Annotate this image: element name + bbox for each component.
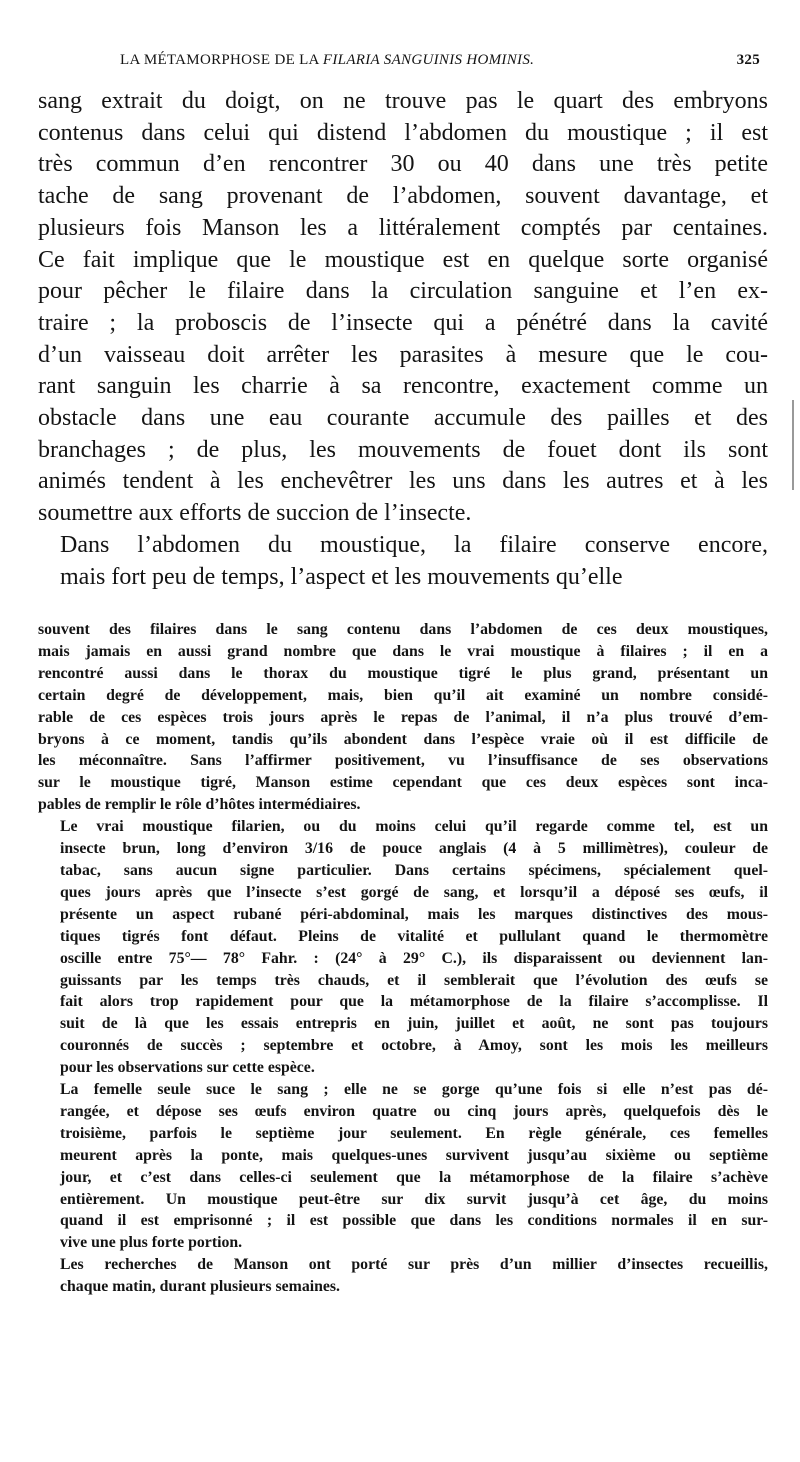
footnote-line: insecte brun, long d’environ 3/16 de pouce anglais (4 à 5 millimètres), couleur de [60,840,768,858]
main-text-line: soumettre aux efforts de succion de l’insecte. [38,500,472,527]
running-title-italic: FILARIA SANGUINIS HOMINIS. [322,52,535,68]
footnote-line: présente un aspect rubané péri-abdominal, mais les marques distinctives des mous- [60,905,768,923]
footnote-line: chaque matin, durant plusieurs semaines. [60,1278,340,1296]
main-text-line: d’un vaisseau doit arrêter les parasites à mesure que le cou- [38,341,768,368]
footnote-paragraph [38,619,768,816]
footnote-line: sur le moustique tigré, Manson estime cependant que ces deux espèces sont inca- [38,774,768,792]
main-text-paragraph [38,86,768,530]
footnote-line: entièrement. Un moustique peut-être sur dix survit jusqu’à cet âge, du moins [60,1190,768,1208]
main-text-line: obstacle dans une eau courante accumule des pailles et des [38,405,768,432]
footnote-line: guissants par les temps très chauds, et il semblerait que l’évolution des œufs se [60,971,768,989]
footnote-line: certain degré de développement, mais, bien qu’il ait examiné un nombre considé- [38,686,768,704]
main-text-line: sang extrait du doigt, on ne trouve pas le quart des embryons [38,88,768,114]
footnote-line: oscille entre 75°— 78° Fahr. : (24° à 29° C.), ils disparaissent ou deviennent lan- [60,949,768,967]
footnote-paragraph [38,816,768,1079]
footnote-line: rable de ces espèces trois jours après le repas de l’animal, il n’a plus trouvé d’em- [38,708,768,726]
main-text-paragraph [38,530,768,593]
footnote-line: rangée, et dépose ses œufs environ quatre ou cinq jours après, quelquefois dès le [60,1102,768,1120]
footnote [38,619,768,1298]
footnote-line: les méconnaître. Sans l’affirmer positivement, vu l’insuffisance de ses observations [38,752,768,770]
footnote-line: Le vrai moustique filarien, ou du moins celui qu’il regarde comme tel, est un [60,818,768,836]
main-text-line: Dans l’abdomen du moustique, la filaire conserve encore, [60,531,768,558]
footnote-line: tabac, sans aucun signe particulier. Dans certains spécimens, spécialement quel- [60,861,768,879]
footnote-line: rencontré aussi dans le thorax du moustique tigré le plus grand, présentant un [38,664,768,682]
footnote-line: vive une plus forte portion. [60,1234,243,1252]
main-text-line: contenus dans celui qui distend l’abdomen du moustique ; il est [38,119,768,146]
footnote-line: jour, et c’est dans celles-ci seulement que la métamorphose de la filaire s’achève [60,1168,768,1186]
main-text-line: rant sanguin les charrie à sa rencontre, exactement comme un [38,373,768,400]
footnote-paragraph [38,1254,768,1298]
main-text-line: plusieurs fois Manson les a littéralement comptés par centaines. [38,214,768,241]
footnote-line: souvent des filaires dans le sang contenu dans l’abdomen de ces deux moustiques, [38,621,768,638]
main-text [38,86,768,593]
footnote-line: La femelle seule suce le sang ; elle ne se gorge qu’une fois si elle n’est pas dé- [60,1081,768,1099]
footnote-line: suit de là que les essais entrepris en juin, juillet et août, ne sont pas toujours [60,1015,768,1033]
footnote-line: Les recherches de Manson ont porté sur près d’un millier d’insectes recueillis, [60,1256,768,1274]
main-text-line: très commun d’en rencontrer 30 ou 40 dans une très petite [38,151,768,178]
page [38,0,768,1462]
main-text-line: animés tendent à les enchevêtrer les uns dans les autres et à les [38,468,768,495]
footnote-line: tiques tigrés font défaut. Pleins de vitalité et pullulant quand le thermomètre [60,927,768,945]
footnote-line: pables de remplir le rôle d’hôtes intermédiaires. [38,796,361,814]
main-text-line: pour pêcher le filaire dans la circulation sanguine et l’en ex- [38,278,768,305]
main-text-line: branchages ; de plus, les mouvements de fouet dont ils sont [38,436,768,463]
main-text-line: mais fort peu de temps, l’aspect et les mouvements qu’elle [60,563,623,590]
running-header [120,52,760,69]
footnote-line: pour les observations sur cette espèce. [60,1059,315,1077]
footnote-line: ques jours après que l’insecte s’est gorgé de sang, et lorsqu’il a déposé ses œufs, il [60,883,768,901]
footnote-line: meurent après la ponte, mais quelques-unes survivent jusqu’au sixième ou septième [60,1146,768,1164]
page-number: 325 [736,52,760,68]
footnote-paragraph [38,1079,768,1254]
main-text-line: tache de sang provenant de l’abdomen, souvent davantage, et [38,183,768,210]
main-text-line: traire ; la proboscis de l’insecte qui a pénétré dans la cavité [38,309,768,336]
footnote-line: fait alors trop rapidement pour que la métamorphose de la filaire s’accomplisse. Il [60,993,768,1011]
footnote-line: mais jamais en aussi grand nombre que dans le vrai moustique à filaires ; il en a [38,642,768,660]
footnote-line: quand il est emprisonné ; il est possible que dans les conditions normales il en sur- [60,1212,768,1230]
main-text-line: Ce fait implique que le moustique est en quelque sorte organisé [38,246,768,273]
footnote-line: bryons à ce moment, tandis qu’ils abondent dans l’espèce vraie où il est difficile de [38,730,768,748]
running-title: LA MÉTAMORPHOSE DE LA FILARIA SANGUINIS HOMINIS. [120,52,535,68]
footnote-line: troisième, parfois le septième jour seulement. En règle générale, ces femelles [60,1124,768,1142]
footnote-line: couronnés de succès ; septembre et octobre, à Amoy, sont les mois les meilleurs [60,1037,768,1055]
page-edge-mark [788,400,794,490]
